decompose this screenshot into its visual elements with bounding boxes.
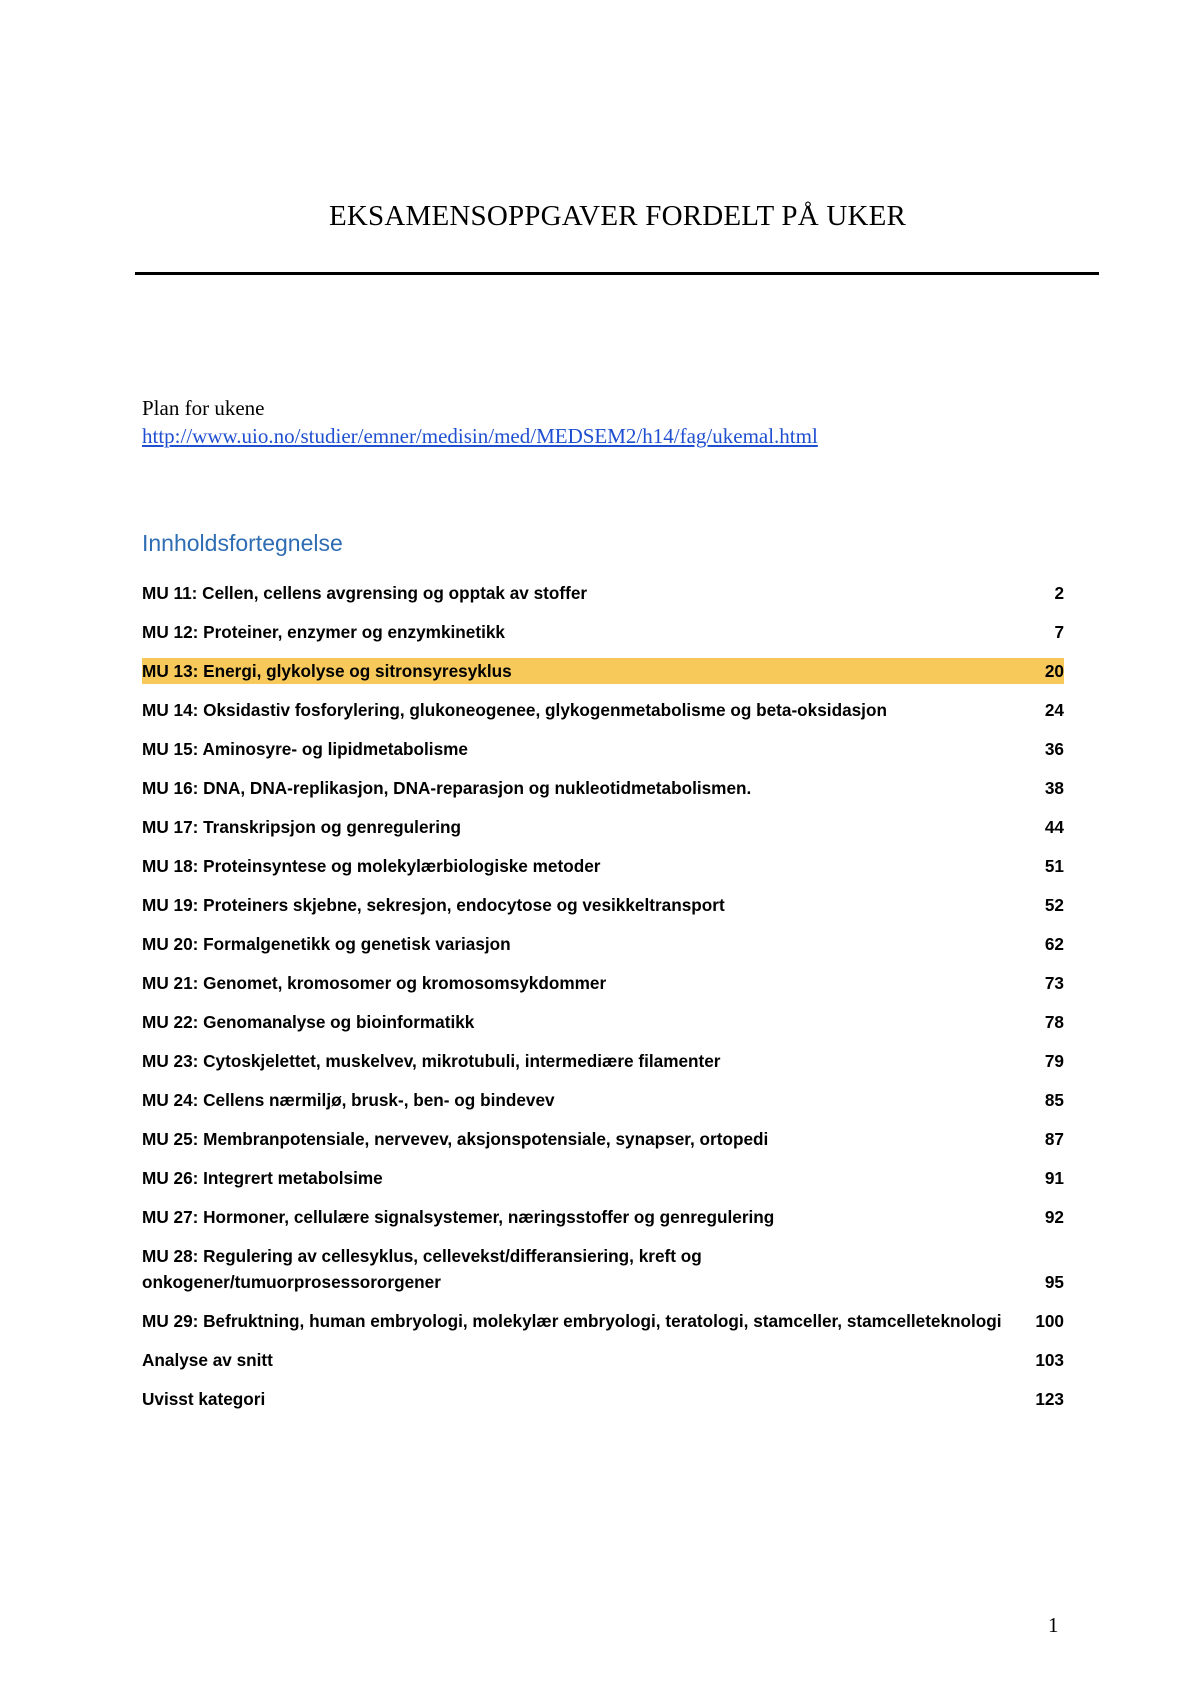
toc-entry[interactable] bbox=[142, 1243, 1064, 1295]
toc-entry[interactable] bbox=[142, 970, 1064, 996]
toc-entry-label: MU 15: Aminosyre- og lipidmetabolisme bbox=[142, 739, 468, 759]
toc-entry-page: 78 bbox=[1044, 1012, 1064, 1032]
toc-entry-label: MU 23: Cytoskjelettet, muskelvev, mikrotubuli, intermediære filamenter bbox=[142, 1051, 721, 1071]
toc-entry-label: MU 12: Proteiner, enzymer og enzymkinetikk bbox=[142, 622, 505, 642]
toc-entry-label: MU 24: Cellens nærmiljø, brusk-, ben- og bindevev bbox=[142, 1090, 555, 1110]
toc-entry-page: 92 bbox=[1044, 1207, 1064, 1227]
toc-entry[interactable] bbox=[142, 1126, 1064, 1152]
toc-entry-label: Analyse av snitt bbox=[142, 1350, 273, 1370]
toc-entry-label: MU 27: Hormoner, cellulære signalsystemer, næringsstoffer og genregulering bbox=[142, 1207, 775, 1227]
toc-entry-page: 103 bbox=[1035, 1350, 1064, 1370]
toc-entry-label: MU 25: Membranpotensiale, nervevev, aksjonspotensiale, synapser, ortopedi bbox=[142, 1129, 769, 1149]
toc-entry[interactable] bbox=[142, 1308, 1064, 1334]
toc-entry-label: MU 19: Proteiners skjebne, sekresjon, endocytose og vesikkeltransport bbox=[142, 895, 725, 915]
toc-entry[interactable] bbox=[142, 736, 1064, 762]
toc-entry-label: MU 22: Genomanalyse og bioinformatikk bbox=[142, 1012, 475, 1032]
toc-entry-page: 52 bbox=[1044, 895, 1064, 915]
toc-entry-page: 24 bbox=[1044, 700, 1064, 720]
title-divider bbox=[135, 272, 1099, 275]
toc-entry-label: MU 21: Genomet, kromosomer og kromosomsykdommer bbox=[142, 973, 607, 993]
toc-entry[interactable] bbox=[142, 1048, 1064, 1074]
toc-entry-page: 79 bbox=[1044, 1051, 1064, 1071]
toc-entry[interactable] bbox=[142, 1165, 1064, 1191]
toc-entry-page: 91 bbox=[1044, 1168, 1064, 1188]
toc-entry-page: 73 bbox=[1044, 973, 1064, 993]
toc-entry-label: MU 18: Proteinsyntese og molekylærbiologiske metoder bbox=[142, 856, 601, 876]
toc-entry[interactable] bbox=[142, 775, 1064, 801]
toc-entry-page: 20 bbox=[1044, 661, 1064, 681]
toc-entry-page: 123 bbox=[1035, 1389, 1064, 1409]
toc-entry[interactable] bbox=[142, 892, 1064, 918]
toc-entry-label: MU 13: Energi, glykolyse og sitronsyresyklus bbox=[142, 661, 512, 681]
toc-entry[interactable] bbox=[142, 1009, 1064, 1035]
toc-entry-page: 100 bbox=[1035, 1311, 1064, 1331]
toc-entry[interactable] bbox=[142, 658, 1064, 684]
toc-entry[interactable] bbox=[142, 931, 1064, 957]
plan-label: Plan for ukene bbox=[142, 396, 265, 420]
toc-entry-label: MU 26: Integrert metabolsime bbox=[142, 1168, 383, 1188]
toc-entry-page: 85 bbox=[1044, 1090, 1064, 1110]
toc-entry-label: MU 11: Cellen, cellens avgrensing og opptak av stoffer bbox=[142, 583, 588, 603]
toc-entry[interactable] bbox=[142, 697, 1064, 723]
toc-entry-label: MU 14: Oksidastiv fosforylering, glukoneogenee, glykogenmetabolisme og beta-oksidasjon bbox=[142, 700, 887, 720]
toc-heading: Innholdsfortegnelse bbox=[142, 530, 343, 556]
toc-entry-label: MU 16: DNA, DNA-replikasjon, DNA-reparasjon og nukleotidmetabolismen. bbox=[142, 778, 752, 798]
toc-entry-label: MU 17: Transkripsjon og genregulering bbox=[142, 817, 461, 837]
toc-entry-label: MU 20: Formalgenetikk og genetisk variasjon bbox=[142, 934, 511, 954]
toc-entry-label: MU 28: Regulering av cellesyklus, cellevekst/differansiering, kreft og onkogener/tumuorprosessororgener bbox=[142, 1246, 702, 1292]
page-number: 1 bbox=[1048, 1613, 1059, 1637]
toc-entry[interactable] bbox=[142, 1386, 1064, 1412]
toc-entry[interactable] bbox=[142, 1347, 1064, 1373]
toc-entry[interactable] bbox=[142, 580, 1064, 606]
plan-link[interactable]: http://www.uio.no/studier/emner/medisin/med/MEDSEM2/h14/fag/ukemal.html bbox=[142, 424, 818, 448]
document-title: EKSAMENSOPPGAVER FORDELT PÅ UKER bbox=[328, 200, 907, 232]
toc-entry-label: Uvisst kategori bbox=[142, 1389, 266, 1409]
toc-entry[interactable] bbox=[142, 814, 1064, 840]
table-of-contents bbox=[142, 580, 1064, 1425]
toc-entry[interactable] bbox=[142, 619, 1064, 645]
toc-entry[interactable] bbox=[142, 1087, 1064, 1113]
toc-entry-page: 51 bbox=[1044, 856, 1064, 876]
toc-entry-label: MU 29: Befruktning, human embryologi, molekylær embryologi, teratologi, stamceller, stamcelleteknologi bbox=[142, 1311, 1002, 1331]
toc-entry-page: 38 bbox=[1044, 778, 1064, 798]
toc-entry-page: 7 bbox=[1054, 622, 1064, 642]
toc-entry-page: 36 bbox=[1044, 739, 1064, 759]
toc-entry-page: 2 bbox=[1054, 583, 1064, 603]
toc-entry-page: 95 bbox=[1044, 1272, 1064, 1292]
toc-entry[interactable] bbox=[142, 853, 1064, 879]
toc-entry[interactable] bbox=[142, 1204, 1064, 1230]
toc-entry-page: 44 bbox=[1044, 817, 1064, 837]
toc-entry-page: 62 bbox=[1044, 934, 1064, 954]
toc-entry-page: 87 bbox=[1044, 1129, 1064, 1149]
